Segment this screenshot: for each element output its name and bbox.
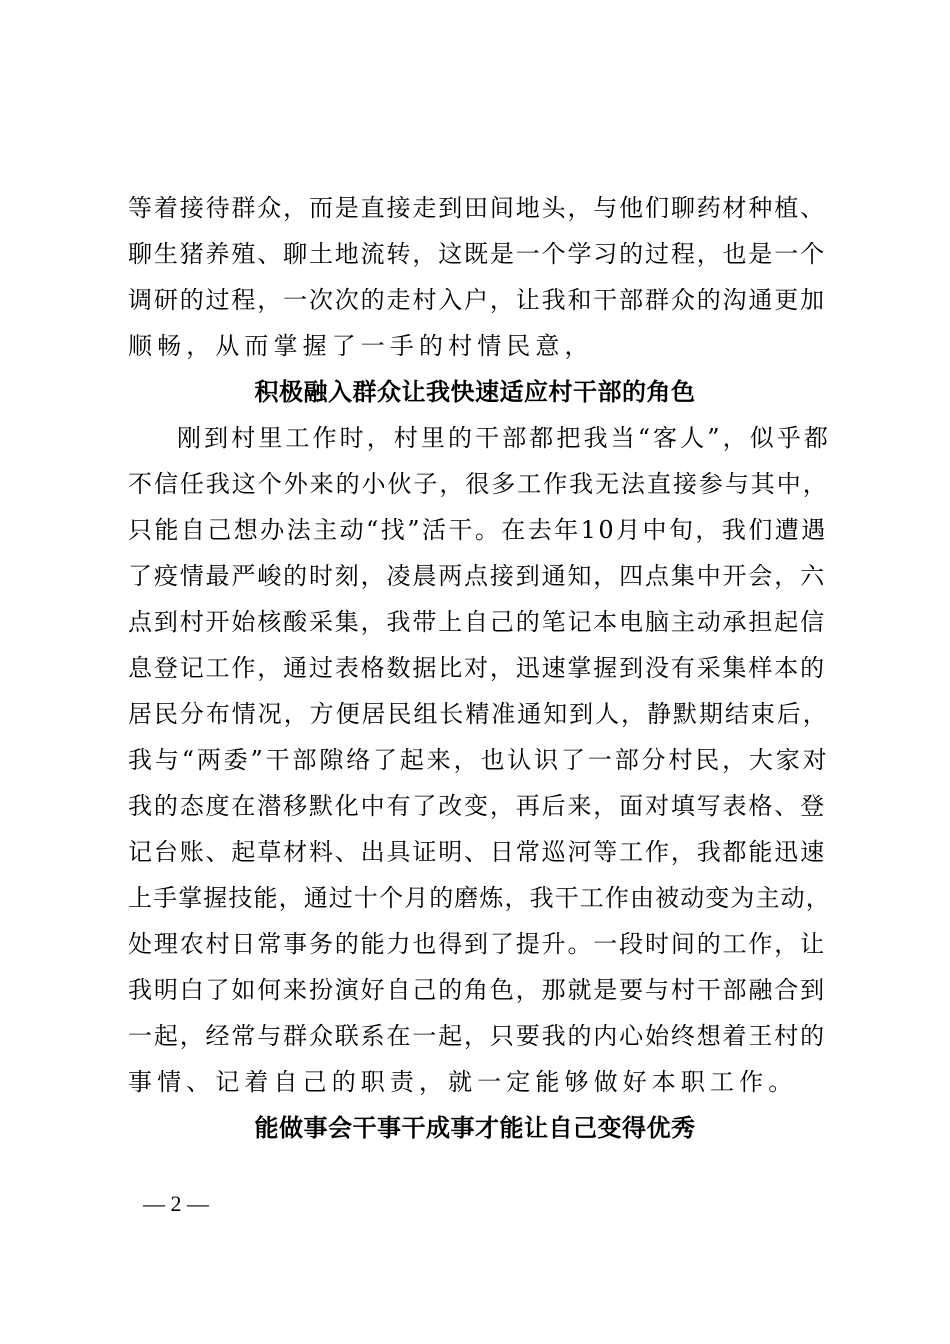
body-text-line: 一起，经常与群众联系在一起，只要我的内心始终想着王村的 (128, 1022, 826, 1050)
body-text-line: 我的态度在潜移默化中有了改变，再后来，面对填写表格、登 (128, 792, 826, 820)
body-text-line: 聊生猪养殖、聊土地流转，这既是一个学习的过程，也是一个 (128, 240, 826, 268)
body-text-line: 我与“两委”干部隙络了起来，也认识了一部分村民，大家对 (128, 746, 830, 774)
body-text-line: 点到村开始核酸采集，我带上自己的笔记本电脑主动承担起信 (128, 608, 826, 636)
body-text-line: 了疫情最严峻的时刻，凌晨两点接到通知，四点集中开会，六 (128, 562, 826, 590)
body-text-line: 刚到村里工作时，村里的干部都把我当“客人”，似乎都 (177, 424, 832, 452)
body-text-line: 记台账、起草材料、出具证明、日常巡河等工作，我都能迅速 (128, 838, 826, 866)
body-text-line: 上手掌握技能，通过十个月的磨炼，我干工作由被动变为主动， (128, 884, 831, 912)
body-text-line: 不信任我这个外来的小伙子，很多工作我无法直接参与其中， (128, 470, 829, 498)
body-text-line: 调研的过程，一次次的走村入户，让我和干部群众的沟通更加 (128, 286, 826, 314)
body-text-line: 息登记工作，通过表格数据比对，迅速掌握到没有采集样本的 (128, 654, 826, 682)
section-heading: 能做事会干事干成事才能让自己变得优秀 (254, 1113, 696, 1142)
body-text-line: 我明白了如何来扮演好自己的角色，那就是要与村干部融合到 (128, 976, 826, 1004)
body-text-line: 事情、记着自己的职责，就一定能够做好本职工作。 (128, 1068, 798, 1096)
body-text-line: 居民分布情况，方便居民组长精准通知到人，静默期结束后， (128, 700, 829, 728)
section-heading: 积极融入群众让我快速适应村干部的角色 (254, 377, 696, 406)
body-text-line: 只能自己想办法主动“找”活干。在去年10月中旬，我们遭遇 (128, 516, 828, 544)
body-text-line: 等着接待群众，而是直接走到田间地头，与他们聊药材种植、 (128, 194, 826, 222)
body-text-line: 顺畅，从而掌握了一手的村情民意， (128, 332, 594, 360)
page-number: — 2 — (143, 1191, 209, 1216)
body-text-line: 处理农村日常事务的能力也得到了提升。一段时间的工作，让 (128, 930, 826, 958)
